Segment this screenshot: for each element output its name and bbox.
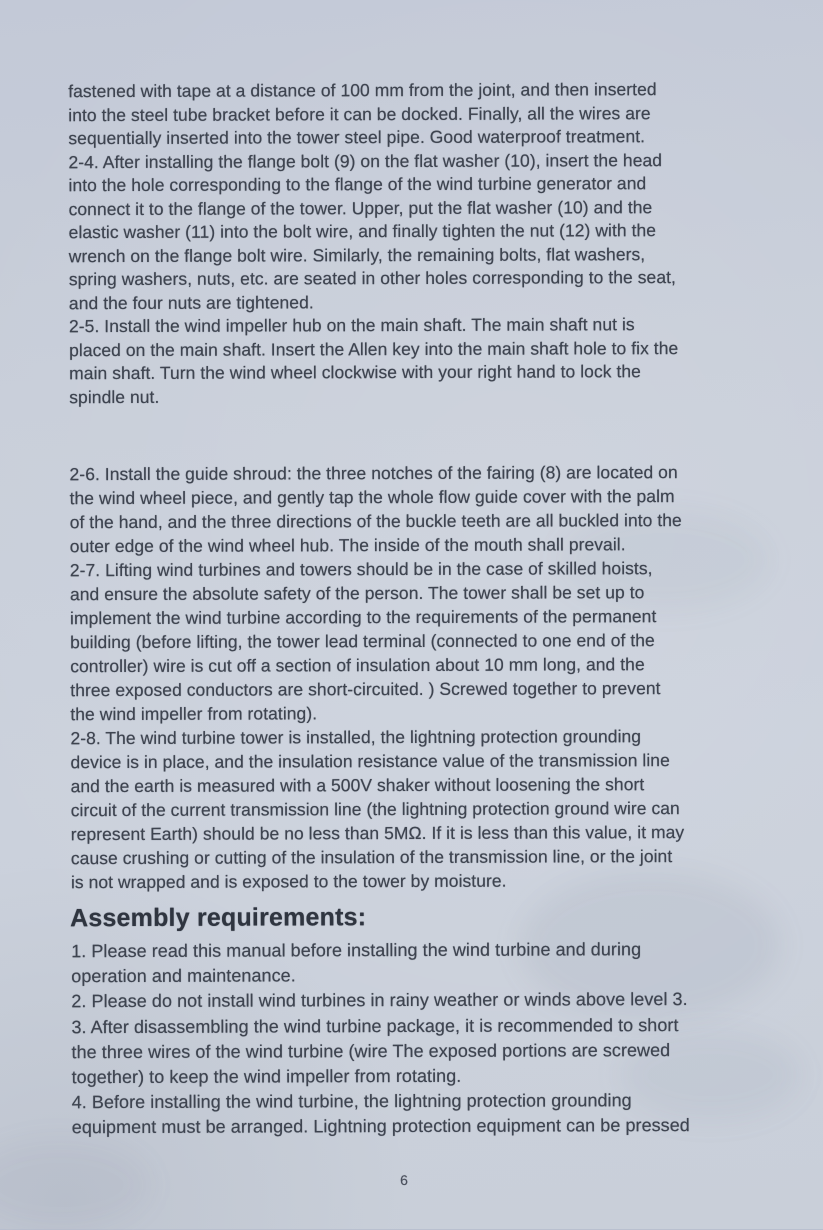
text-line: 2-8. The wind turbine tower is installed, the lightning protection grounding [70, 724, 770, 750]
paragraph-block-steps-2-6-to-2-8 [69, 460, 771, 894]
text-line: fastened with tape at a distance of 100 mm from the joint, and then inserted [68, 78, 768, 104]
text-line: connect it to the flange of the tower. Upper, put the flat washer (10) and the [69, 195, 769, 221]
text-line: spindle nut. [69, 383, 769, 409]
text-line: 3. After disassembling the wind turbine package, it is recommended to short [71, 1012, 771, 1040]
text-line: three exposed conductors are short-circuited. ) Screwed together to prevent [70, 676, 770, 702]
text-line: cause crushing or cutting of the insulation of the transmission line, or the joint [71, 844, 771, 870]
paragraph-block-steps-2-3-to-2-5 [68, 78, 769, 409]
text-line: device is in place, and the insulation resistance value of the transmission line [70, 748, 770, 774]
text-line: elastic washer (11) into the bolt wire, and finally tighten the nut (12) with the [69, 219, 769, 245]
text-line: 4. Before installing the wind turbine, the lightning protection grounding [72, 1088, 772, 1116]
text-line: wrench on the flange bolt wire. Similarly, the remaining bolts, flat washers, [69, 242, 769, 268]
page-number: 6 [394, 1172, 414, 1188]
text-line: implement the wind turbine according to the requirements of the permanent [70, 604, 770, 630]
text-line: building (before lifting, the tower lead terminal (connected to one end of the [70, 628, 770, 654]
text-line: of the hand, and the three directions of the buckle teeth are all buckled into the [70, 508, 770, 534]
text-line: circuit of the current transmission line (the lightning protection ground wire can [71, 796, 771, 822]
text-line: spring washers, nuts, etc. are seated in other holes corresponding to the seat, [69, 266, 769, 292]
text-line: and the earth is measured with a 500V shaker without loosening the short [71, 772, 771, 798]
text-line: represent Earth) should be no less than 5MΩ. If it is less than this value, it may [71, 820, 771, 846]
section-heading-assembly-requirements: Assembly requirements: [70, 903, 366, 933]
text-line: sequentially inserted into the tower steel pipe. Good waterproof treatment. [68, 125, 768, 151]
text-line: into the hole corresponding to the flange of the wind turbine generator and [68, 172, 768, 198]
text-line: and ensure the absolute safety of the person. The tower shall be set up to [70, 580, 770, 606]
text-line: 2. Please do not install wind turbines in rainy weather or winds above level 3. [71, 987, 771, 1015]
text-line: 2-6. Install the guide shroud: the three notches of the fairing (8) are located on [69, 460, 769, 486]
text-line: the wind wheel piece, and gently tap the whole flow guide cover with the palm [70, 484, 770, 510]
text-line: the wind impeller from rotating). [70, 700, 770, 726]
text-line: is not wrapped and is exposed to the tower by moisture. [71, 868, 771, 894]
text-line: operation and maintenance. [71, 962, 771, 990]
text-line: 2-4. After installing the flange bolt (9) on the flat washer (10), insert the head [68, 148, 768, 174]
text-line: equipment must be arranged. Lightning protection equipment can be pressed [72, 1113, 772, 1141]
text-line: controller) wire is cut off a section of insulation about 10 mm long, and the [70, 652, 770, 678]
text-line: the three wires of the wind turbine (wire The exposed portions are screwed [71, 1038, 771, 1066]
text-line: and the four nuts are tightened. [69, 289, 769, 315]
text-line: into the steel tube bracket before it can be docked. Finally, all the wires are [68, 101, 768, 127]
paragraph-block-assembly-requirements [71, 937, 772, 1141]
text-line: 2-5. Install the wind impeller hub on the main shaft. The main shaft nut is [69, 313, 769, 339]
text-line: together) to keep the wind impeller from rotating. [72, 1063, 772, 1091]
text-line: placed on the main shaft. Insert the Allen key into the main shaft hole to fix the [69, 336, 769, 362]
text-line: main shaft. Turn the wind wheel clockwise with your right hand to lock the [69, 360, 769, 386]
text-line: outer edge of the wind wheel hub. The inside of the mouth shall prevail. [70, 532, 770, 558]
text-line: 1. Please read this manual before installing the wind turbine and during [71, 937, 771, 965]
text-line: 2-7. Lifting wind turbines and towers should be in the case of skilled hoists, [70, 556, 770, 582]
